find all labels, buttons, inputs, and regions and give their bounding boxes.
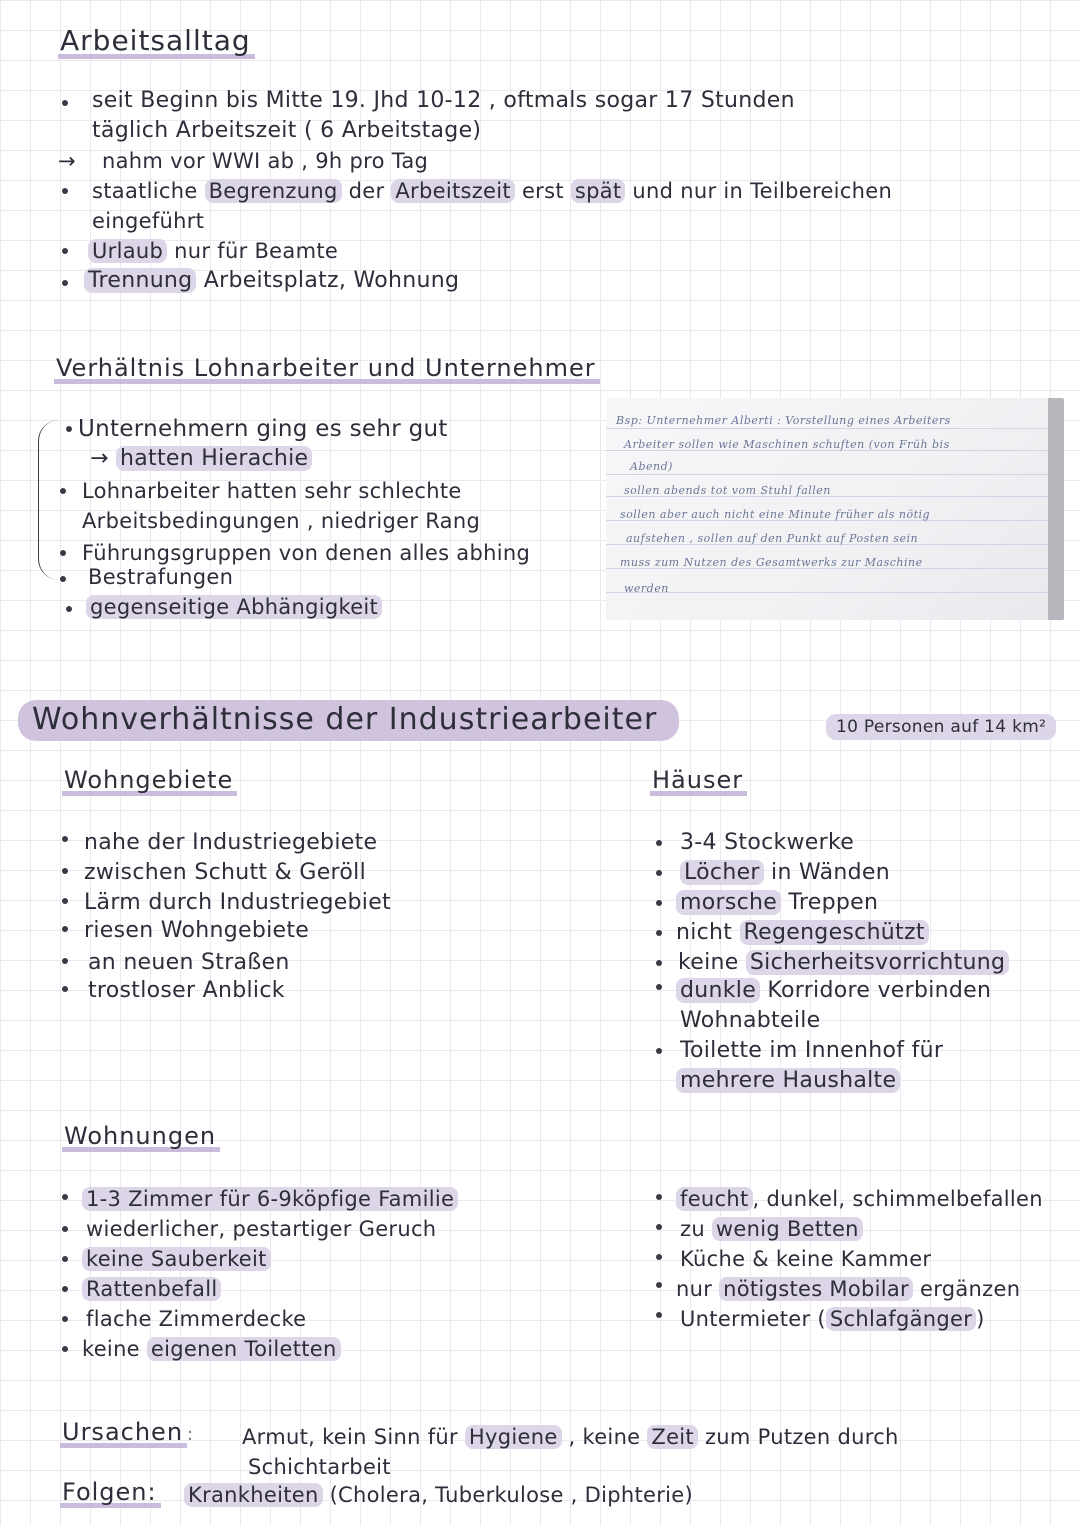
section-title-arbeitsalltag: Arbeitsalltag bbox=[58, 24, 255, 57]
text-line: Trennung Arbeitsplatz, Wohnung bbox=[84, 266, 459, 296]
bullet bbox=[656, 1224, 662, 1230]
text-line: Arbeitsbedingungen , niedriger Rang bbox=[82, 509, 481, 533]
highlight: gegenseitige Abhängigkeit bbox=[86, 595, 382, 619]
bullet bbox=[656, 930, 662, 936]
list-item: an neuen Straßen bbox=[88, 950, 290, 975]
list-item: feucht , dunkel, schimmelbefallen bbox=[676, 1184, 1043, 1214]
note-line: muss zum Nutzen des Gesamtwerks zur Maschine bbox=[620, 556, 923, 569]
folgen-text: Krankheiten (Cholera, Tuberkulose , Diphterie) bbox=[184, 1480, 693, 1510]
arrow-icon: → bbox=[58, 149, 76, 173]
bullet bbox=[62, 986, 68, 992]
highlight: morsche bbox=[676, 890, 781, 915]
text-line: eingeführt bbox=[92, 209, 205, 233]
list-item bbox=[82, 1244, 271, 1274]
highlight: nötigstes Mobilar bbox=[719, 1277, 913, 1301]
ursachen-text: Armut, kein Sinn für Hygiene , keine Zeit zum Putzen durch bbox=[242, 1425, 899, 1449]
bullet bbox=[656, 1312, 662, 1318]
list-item: Lärm durch Industriegebiet bbox=[84, 890, 391, 915]
note-line: werden bbox=[624, 582, 669, 595]
list-item bbox=[82, 1274, 221, 1304]
bullet bbox=[62, 1286, 68, 1292]
bullet bbox=[62, 898, 68, 904]
list-item: trostloser Anblick bbox=[88, 978, 285, 1003]
text-line bbox=[90, 444, 312, 474]
text-line: Lohnarbeiter hatten sehr schlechte bbox=[82, 479, 462, 503]
bullet bbox=[60, 576, 66, 582]
highlight: keine Sauberkeit bbox=[82, 1247, 271, 1271]
highlight: Sicherheitsvorrichtung bbox=[746, 950, 1009, 975]
bullet bbox=[62, 926, 68, 932]
text-line: seit Beginn bis Mitte 19. Jhd 10-12 , oftmals sogar 17 Stunden bbox=[92, 88, 795, 113]
highlight: Hygiene bbox=[465, 1425, 562, 1449]
highlight: wenig Betten bbox=[712, 1217, 863, 1241]
bullet bbox=[656, 840, 662, 846]
highlight: mehrere Haushalte bbox=[676, 1068, 900, 1093]
bullet bbox=[62, 1256, 68, 1262]
bullet bbox=[656, 870, 662, 876]
label-ursachen: Ursachen : bbox=[62, 1418, 195, 1446]
note-photo bbox=[606, 398, 1064, 620]
bullet bbox=[62, 836, 68, 842]
subtitle-haeuser: Häuser bbox=[650, 766, 747, 794]
bullet bbox=[62, 868, 68, 874]
highlight: hatten Hierachie bbox=[116, 446, 312, 471]
highlight: 1-3 Zimmer für 6-9köpfige Familie bbox=[82, 1187, 458, 1211]
arrow-icon: → bbox=[90, 446, 109, 471]
side-note: 10 Personen auf 14 km² bbox=[826, 714, 1056, 740]
brace-icon bbox=[38, 420, 59, 580]
note-line: sollen abends tot vom Stuhl fallen bbox=[624, 484, 831, 497]
bullet bbox=[66, 606, 72, 612]
bullet bbox=[656, 1194, 662, 1200]
bullet bbox=[60, 550, 66, 556]
bullet bbox=[62, 100, 68, 106]
note-line: sollen aber auch nicht eine Minute früher als nötig bbox=[620, 508, 931, 521]
subtitle-wohnungen: Wohnungen bbox=[62, 1122, 220, 1150]
label-folgen: Folgen: bbox=[60, 1478, 161, 1506]
bullet bbox=[62, 1194, 68, 1200]
list-item: Toilette im Innenhof für bbox=[680, 1038, 944, 1063]
highlight: eigenen Toiletten bbox=[147, 1337, 341, 1361]
list-item: Löcher in Wänden bbox=[680, 858, 890, 888]
list-item: nahe der Industriegebiete bbox=[84, 830, 378, 855]
highlight: spät bbox=[571, 179, 626, 203]
bullet bbox=[656, 1254, 662, 1260]
highlight: Regengeschützt bbox=[740, 920, 929, 945]
note-line: aufstehen , sollen auf den Punkt auf Posten sein bbox=[626, 532, 919, 545]
list-item-continued bbox=[676, 1066, 900, 1096]
bullet bbox=[62, 188, 68, 194]
list-item: zu wenig Betten bbox=[680, 1214, 863, 1244]
highlight: Arbeitszeit bbox=[391, 179, 515, 203]
list-item: 3-4 Stockwerke bbox=[680, 830, 855, 855]
bullet bbox=[62, 1226, 68, 1232]
highlight: Zeit bbox=[647, 1425, 698, 1449]
list-item: zwischen Schutt & Geröll bbox=[84, 860, 366, 885]
list-item: keine eigenen Toiletten bbox=[82, 1334, 341, 1364]
list-item: Küche & keine Kammer bbox=[680, 1247, 932, 1271]
subtitle-wohngebiete: Wohngebiete bbox=[62, 766, 237, 794]
list-item: flache Zimmerdecke bbox=[86, 1307, 307, 1331]
bullet bbox=[656, 900, 662, 906]
note-line: Arbeiter sollen wie Maschinen schuften (von Früh bis bbox=[624, 438, 950, 451]
highlight: Begrenzung bbox=[205, 179, 342, 203]
text-line: Unternehmern ging es sehr gut bbox=[78, 416, 448, 442]
highlight: Trennung bbox=[84, 268, 196, 293]
highlight: feucht bbox=[676, 1187, 753, 1211]
list-item bbox=[82, 1184, 458, 1214]
text-line: Führungsgruppen von denen alles abhing bbox=[82, 541, 531, 565]
list-item: nicht Regengeschützt bbox=[676, 918, 929, 948]
highlight: dunkle bbox=[676, 978, 760, 1003]
bullet bbox=[62, 1346, 68, 1352]
section-title-wohnverhaeltnisse: Wohnverhältnisse der Industriearbeiter bbox=[18, 700, 679, 741]
bullet bbox=[62, 280, 68, 286]
bullet bbox=[62, 248, 68, 254]
bullet bbox=[62, 958, 68, 964]
list-item: morsche Treppen bbox=[676, 888, 878, 918]
text-line: Urlaub nur für Beamte bbox=[88, 236, 338, 266]
highlight: Schlafgänger bbox=[826, 1307, 976, 1331]
text-line: staatliche Begrenzung der Arbeitszeit erst spät und nur in Teilbereichen bbox=[92, 179, 893, 203]
text-line: Bestrafungen bbox=[88, 565, 234, 589]
list-item: Untermieter ( Schlafgänger ) bbox=[680, 1307, 985, 1331]
text-line: nahm vor WWI ab , 9h pro Tag bbox=[102, 149, 429, 173]
list-item-continued: Wohnabteile bbox=[680, 1008, 821, 1033]
section-title-verhaeltnis: Verhältnis Lohnarbeiter und Unternehmer bbox=[54, 354, 600, 382]
bullet bbox=[66, 426, 72, 432]
list-item: wiederlicher, pestartiger Geruch bbox=[86, 1217, 437, 1241]
ursachen-text-continued: Schichtarbeit bbox=[248, 1455, 391, 1479]
highlight: Löcher bbox=[680, 860, 764, 885]
highlight: Urlaub bbox=[88, 239, 167, 263]
bullet bbox=[62, 1316, 68, 1322]
note-line: Bsp: Unternehmer Alberti : Vorstellung eines Arbeiters bbox=[616, 414, 951, 427]
bullet bbox=[656, 1282, 662, 1288]
highlight: Rattenbefall bbox=[82, 1277, 221, 1301]
list-item: dunkle Korridore verbinden bbox=[676, 976, 991, 1006]
note-line: Abend) bbox=[630, 460, 673, 473]
list-item: keine Sicherheitsvorrichtung bbox=[678, 948, 1009, 978]
bullet bbox=[656, 1048, 662, 1054]
text-line bbox=[86, 592, 382, 622]
text-line: täglich Arbeitszeit ( 6 Arbeitstage) bbox=[92, 118, 482, 143]
list-item: nur nötigstes Mobilar ergänzen bbox=[676, 1277, 1021, 1301]
bullet bbox=[656, 960, 662, 966]
bullet bbox=[656, 984, 662, 990]
highlight: Krankheiten bbox=[184, 1483, 323, 1507]
bullet bbox=[60, 488, 66, 494]
list-item: riesen Wohngebiete bbox=[84, 918, 310, 943]
